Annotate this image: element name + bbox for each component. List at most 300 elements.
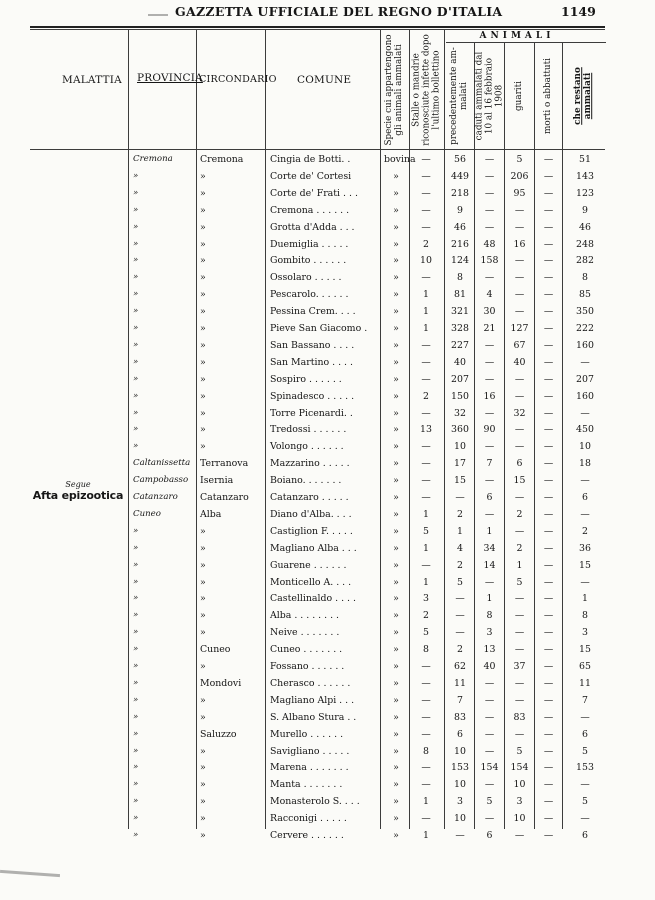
table-row	[0, 202, 655, 219]
cell-morti: —	[543, 238, 554, 250]
cell-specie: »	[393, 255, 399, 267]
cell-circondario: »	[200, 289, 206, 301]
cell-caduti: 8	[486, 610, 493, 622]
cell-specie: »	[393, 677, 399, 689]
cell-provincia: »	[133, 204, 139, 215]
cell-caduti: 21	[483, 323, 496, 334]
cell-circondario: Catanzaro	[200, 492, 249, 503]
cell-restano: 123	[576, 187, 594, 199]
cell-stalle: —	[421, 492, 431, 503]
cell-stalle: —	[421, 407, 431, 419]
cell-caduti: 16	[483, 390, 496, 402]
cell-stalle: —	[421, 661, 431, 672]
cell-circondario: »	[200, 221, 206, 233]
cell-specie: »	[393, 610, 399, 622]
cell-comune: Cervere . . . . . .	[270, 830, 344, 841]
cell-restano: 15	[579, 644, 591, 656]
cell-guariti: 127	[510, 323, 529, 334]
cell-comune: Grotta d'Adda . . .	[270, 221, 355, 233]
cell-comune: Fossano . . . . . .	[270, 661, 345, 672]
cell-stalle: 10	[420, 255, 432, 267]
cell-provincia: »	[133, 339, 139, 350]
cell-precedentemente: 153	[451, 762, 469, 774]
cell-caduti: 1	[486, 525, 493, 537]
cell-provincia: »	[133, 424, 139, 435]
table-row	[0, 185, 655, 202]
cell-restano: 3	[582, 627, 588, 639]
cell-morti: —	[543, 677, 554, 689]
cell-restano: 248	[576, 238, 594, 250]
cell-restano: —	[580, 356, 590, 368]
cell-precedentemente: 56	[454, 154, 466, 165]
cell-restano: 6	[582, 492, 588, 503]
cell-precedentemente: —	[455, 593, 465, 605]
cell-comune: Magliano Alpi . . .	[270, 694, 355, 706]
cell-guariti: —	[514, 272, 525, 284]
cell-circondario: »	[200, 424, 206, 436]
cell-morti: —	[543, 204, 554, 216]
cell-precedentemente: 2	[457, 644, 463, 656]
cell-precedentemente: 218	[451, 187, 469, 199]
cell-caduti: 48	[483, 238, 496, 250]
cell-guariti: —	[514, 492, 525, 503]
cell-morti: —	[543, 170, 554, 182]
cell-stalle: 3	[423, 593, 429, 605]
cell-circondario: »	[200, 170, 206, 182]
cell-circondario: »	[200, 204, 206, 216]
column-header-guariti: guariti	[513, 81, 524, 111]
cell-specie: »	[393, 323, 399, 334]
scan-smudge	[148, 14, 168, 16]
cell-caduti: —	[484, 508, 495, 520]
cell-precedentemente: 207	[451, 373, 469, 385]
cell-morti: —	[543, 796, 554, 808]
cell-specie: »	[393, 373, 399, 385]
cell-caduti: —	[484, 373, 495, 385]
cell-caduti: —	[484, 187, 495, 199]
table-row	[0, 641, 655, 658]
table-row	[0, 168, 655, 185]
cell-provincia: »	[133, 576, 139, 587]
cell-comune: Manta . . . . . . .	[270, 779, 343, 791]
cell-specie: »	[393, 779, 399, 791]
cell-circondario: »	[200, 796, 206, 808]
table-row	[0, 590, 655, 607]
table-row	[0, 252, 655, 269]
table-row	[0, 337, 655, 354]
cell-restano: 160	[576, 390, 594, 402]
table-row	[0, 219, 655, 236]
cell-provincia: »	[133, 373, 139, 384]
cell-specie: bovina	[384, 154, 416, 165]
cell-circondario: »	[200, 542, 206, 554]
cell-specie: »	[393, 644, 399, 656]
cell-comune: Volongo . . . . . .	[270, 441, 344, 453]
cell-morti: —	[543, 323, 554, 334]
cell-circondario: »	[200, 661, 206, 672]
cell-precedentemente: 227	[451, 339, 469, 351]
cell-circondario: »	[200, 187, 206, 199]
cell-precedentemente: 124	[451, 255, 469, 267]
table-row	[0, 776, 655, 793]
column-header-provincia: PROVINCIA	[137, 72, 203, 84]
cell-morti: —	[543, 830, 554, 841]
cell-guariti: 154	[510, 762, 529, 774]
cell-circondario: Alba	[200, 508, 222, 520]
cell-caduti: —	[484, 694, 495, 706]
cell-restano: 160	[576, 339, 594, 351]
cell-precedentemente: 150	[451, 390, 469, 402]
table-row	[0, 151, 655, 168]
cell-precedentemente: 2	[457, 508, 463, 520]
cell-stalle: —	[421, 356, 431, 368]
cell-morti: —	[543, 255, 554, 267]
table-row	[0, 540, 655, 557]
cell-provincia: »	[133, 170, 139, 181]
cell-restano: 15	[579, 559, 591, 571]
cell-comune: Cuneo . . . . . . .	[270, 644, 343, 656]
cell-guariti: —	[514, 373, 525, 385]
cell-morti: —	[543, 356, 554, 368]
table-row	[0, 421, 655, 438]
cell-specie: »	[393, 830, 399, 841]
cell-caduti: —	[484, 779, 495, 791]
table-top-rule	[30, 26, 605, 28]
cell-morti: —	[543, 593, 554, 605]
cell-guariti: —	[514, 610, 525, 622]
cell-morti: —	[543, 762, 554, 774]
cell-circondario: »	[200, 711, 206, 723]
table-row	[0, 455, 655, 472]
cell-guariti: —	[514, 390, 525, 402]
table-row	[0, 793, 655, 810]
cell-comune: San Martino . . . .	[270, 356, 353, 368]
scan-smudge	[0, 870, 60, 877]
cell-provincia: »	[133, 559, 139, 570]
cell-guariti: 67	[513, 339, 526, 351]
cell-restano: —	[580, 475, 590, 487]
cell-guariti: —	[514, 289, 525, 301]
cell-precedentemente: 15	[454, 475, 466, 487]
cell-precedentemente: 7	[457, 694, 463, 706]
cell-caduti: 1	[486, 593, 493, 605]
cell-stalle: —	[421, 339, 431, 351]
cell-comune: Racconigi . . . . .	[270, 813, 347, 825]
cell-morti: —	[543, 627, 554, 639]
cell-provincia: »	[133, 593, 139, 604]
cell-restano: 153	[576, 762, 594, 774]
cell-comune: Castiglion F. . . . .	[270, 525, 353, 537]
cell-guariti: 5	[516, 576, 523, 588]
cell-comune: Pessina Crem. . . .	[270, 306, 356, 318]
cell-comune: S. Albano Stura . .	[270, 711, 357, 723]
cell-restano: 8	[582, 610, 588, 622]
cell-circondario: Cuneo	[200, 644, 231, 656]
cell-circondario: Mondovi	[200, 677, 242, 689]
cell-stalle: —	[421, 441, 431, 453]
cell-comune: Diano d'Alba. . . .	[270, 508, 352, 520]
cell-stalle: 1	[423, 542, 429, 554]
cell-comune: Monticello A. . . .	[270, 576, 352, 588]
cell-stalle: 1	[423, 576, 429, 588]
cell-specie: »	[393, 593, 399, 605]
cell-stalle: 1	[423, 796, 429, 808]
cell-morti: —	[543, 272, 554, 284]
cell-circondario: »	[200, 323, 206, 334]
cell-stalle: —	[421, 677, 431, 689]
table-row	[0, 354, 655, 371]
cell-morti: —	[543, 441, 554, 453]
cell-restano: 5	[582, 745, 588, 757]
cell-guariti: —	[514, 677, 525, 689]
cell-comune: Corte de' Frati . . .	[270, 187, 358, 199]
cell-restano: 1	[582, 593, 588, 605]
cell-caduti: 34	[483, 542, 496, 554]
cell-comune: Gombito . . . . . .	[270, 255, 347, 267]
cell-restano: —	[580, 576, 590, 588]
cell-stalle: 13	[420, 424, 432, 436]
cell-caduti: 5	[486, 796, 493, 808]
cell-guariti: 5	[516, 745, 523, 757]
cell-comune: Tredossi . . . . . .	[270, 424, 347, 436]
cell-precedentemente: —	[455, 492, 465, 503]
cell-provincia: »	[133, 255, 139, 266]
table-row	[0, 269, 655, 286]
cell-restano: 51	[579, 154, 591, 165]
table-row	[0, 523, 655, 540]
cell-restano: 85	[579, 289, 591, 301]
table-row	[0, 743, 655, 760]
cell-guariti: 40	[513, 356, 526, 368]
cell-precedentemente: 83	[454, 711, 466, 723]
cell-specie: »	[393, 762, 399, 774]
cell-specie: »	[393, 407, 399, 419]
cell-morti: —	[543, 508, 554, 520]
cell-stalle: —	[421, 559, 431, 571]
cell-stalle: 1	[423, 323, 429, 334]
cell-stalle: —	[421, 458, 431, 470]
cell-comune: Sospiro . . . . . .	[270, 373, 342, 385]
cell-circondario: »	[200, 356, 206, 368]
cell-comune: Boiano. . . . . . .	[270, 475, 342, 487]
cell-guariti: —	[514, 525, 525, 537]
cell-restano: 10	[579, 441, 591, 453]
cell-specie: »	[393, 424, 399, 436]
cell-caduti: —	[484, 711, 495, 723]
cell-stalle: 2	[423, 238, 429, 250]
cell-guariti: —	[514, 306, 525, 318]
cell-precedentemente: 32	[454, 407, 466, 419]
cell-morti: —	[543, 187, 554, 199]
cell-specie: »	[393, 475, 399, 487]
cell-stalle: 8	[423, 745, 429, 757]
cell-caduti: —	[484, 356, 495, 368]
cell-stalle: 1	[423, 830, 429, 841]
cell-stalle: —	[421, 762, 431, 774]
cell-provincia: »	[133, 238, 139, 249]
cell-comune: Corte de' Cortesi	[270, 170, 352, 182]
cell-caduti: 154	[480, 762, 499, 774]
table-row	[0, 557, 655, 574]
cell-comune: Cremona . . . . . .	[270, 204, 350, 216]
cell-caduti: 4	[486, 289, 493, 301]
cell-caduti: —	[484, 475, 495, 487]
cell-stalle: —	[421, 204, 431, 216]
cell-specie: »	[393, 728, 399, 740]
cell-guariti: —	[514, 441, 525, 453]
cell-precedentemente: —	[455, 830, 465, 841]
cell-precedentemente: 81	[454, 289, 466, 301]
cell-precedentemente: 216	[451, 238, 469, 250]
cell-circondario: »	[200, 610, 206, 622]
table-row	[0, 810, 655, 827]
cell-circondario: »	[200, 407, 206, 419]
cell-restano: 36	[579, 542, 591, 554]
cell-guariti: —	[514, 627, 525, 639]
cell-circondario: Isernia	[200, 475, 234, 487]
cell-caduti: 40	[483, 661, 496, 672]
cell-circondario: »	[200, 373, 206, 385]
cell-comune: Catanzaro . . . . .	[270, 492, 349, 503]
cell-specie: »	[393, 694, 399, 706]
cell-precedentemente: 46	[454, 221, 466, 233]
cell-morti: —	[543, 745, 554, 757]
cell-stalle: —	[421, 728, 431, 740]
table-row	[0, 675, 655, 692]
cell-stalle: —	[421, 813, 431, 825]
cell-provincia: Cuneo	[133, 508, 161, 519]
column-header-caduti: caduti ammalati dal 10 al 16 febbraio 1908	[473, 51, 504, 141]
cell-comune: Spinadesco . . . . .	[270, 390, 355, 402]
cell-caduti: —	[484, 170, 495, 182]
cell-restano: 11	[579, 677, 591, 689]
cell-stalle: 1	[423, 306, 429, 318]
cell-restano: 222	[576, 323, 594, 334]
cell-stalle: —	[421, 170, 431, 182]
cell-guariti: —	[514, 694, 525, 706]
column-group-animali: ANIMALI	[479, 31, 555, 41]
table-row	[0, 236, 655, 253]
cell-provincia: »	[133, 390, 139, 401]
cell-guariti: —	[514, 728, 525, 740]
cell-comune: Mazzarino . . . . .	[270, 458, 350, 470]
table-row	[0, 658, 655, 675]
cell-provincia: »	[133, 728, 139, 739]
cell-morti: —	[543, 542, 554, 554]
cell-guariti: —	[514, 221, 525, 233]
cell-precedentemente: 6	[457, 728, 463, 740]
cell-comune: Ossolaro . . . . .	[270, 272, 342, 284]
table-row	[0, 574, 655, 591]
column-header-stalle: Stalle o mandrie riconosciute infette dopo l'ultimo bollettino	[411, 33, 441, 146]
cell-specie: »	[393, 745, 399, 757]
cell-specie: »	[393, 170, 399, 182]
cell-comune: Alba . . . . . . . .	[270, 610, 340, 622]
cell-caduti: —	[484, 154, 495, 165]
cell-provincia: Campobasso	[133, 475, 189, 486]
cell-circondario: »	[200, 255, 206, 267]
cell-guariti: 83	[513, 711, 526, 723]
cell-comune: Torre Picenardi. .	[270, 407, 353, 419]
cell-stalle: 1	[423, 508, 429, 520]
cell-guariti: 206	[510, 170, 529, 182]
cell-provincia: »	[133, 407, 139, 418]
cell-specie: »	[393, 559, 399, 571]
cell-guariti: 10	[513, 779, 526, 791]
cell-caduti: —	[484, 576, 495, 588]
cell-caduti: —	[484, 339, 495, 351]
cell-morti: —	[543, 711, 554, 723]
cell-specie: »	[393, 238, 399, 250]
cell-precedentemente: 449	[451, 170, 469, 182]
cell-guariti: —	[514, 593, 525, 605]
cell-guariti: —	[514, 424, 525, 436]
cell-morti: —	[543, 694, 554, 706]
disease-sub-label: Segue	[65, 480, 91, 489]
cell-stalle: —	[421, 711, 431, 723]
cell-guariti: 32	[513, 407, 526, 419]
cell-precedentemente: 17	[454, 458, 466, 470]
cell-stalle: —	[421, 272, 431, 284]
cell-circondario: »	[200, 593, 206, 605]
table-top-rule-inner	[30, 29, 605, 30]
cell-circondario: Terranova	[200, 458, 249, 470]
cell-guariti: 15	[513, 475, 526, 487]
cell-provincia: »	[133, 779, 139, 790]
cell-comune: Magliano Alba . . .	[270, 542, 357, 554]
cell-morti: —	[543, 424, 554, 436]
cell-specie: »	[393, 492, 399, 503]
cell-morti: —	[543, 306, 554, 318]
cell-comune: Marena . . . . . . .	[270, 762, 349, 774]
table-row	[0, 692, 655, 709]
cell-circondario: »	[200, 238, 206, 250]
cell-precedentemente: 9	[457, 204, 463, 216]
cell-comune: Cingia de Botti. .	[270, 154, 351, 165]
cell-morti: —	[543, 390, 554, 402]
cell-restano: —	[580, 813, 590, 825]
table-row	[0, 489, 655, 506]
cell-circondario: »	[200, 830, 206, 841]
cell-comune: Neive . . . . . . .	[270, 627, 340, 639]
cell-specie: »	[393, 289, 399, 301]
cell-caduti: 13	[483, 644, 496, 656]
cell-stalle: 5	[423, 627, 429, 639]
cell-caduti: —	[484, 407, 495, 419]
cell-precedentemente: 10	[454, 779, 466, 791]
cell-stalle: —	[421, 154, 431, 165]
column-header-circondario: CIRCONDARIO	[199, 74, 277, 85]
cell-provincia: »	[133, 542, 139, 553]
cell-morti: —	[543, 458, 554, 470]
cell-morti: —	[543, 475, 554, 487]
cell-morti: —	[543, 221, 554, 233]
cell-restano: 6	[582, 830, 588, 841]
cell-comune: Murello . . . . . .	[270, 728, 344, 740]
cell-caduti: 90	[483, 424, 496, 436]
cell-provincia: Catanzaro	[133, 492, 178, 502]
cell-precedentemente: —	[455, 627, 465, 639]
cell-precedentemente: 10	[454, 441, 466, 453]
cell-restano: 5	[582, 796, 588, 808]
table-row	[0, 506, 655, 523]
cell-caduti: 30	[483, 306, 496, 318]
column-header-morti: morti o abbattuti	[542, 58, 553, 134]
page-title: GAZZETTA UFFICIALE DEL REGNO D'ITALIA	[175, 4, 503, 19]
cell-morti: —	[543, 339, 554, 351]
cell-provincia: »	[133, 441, 139, 452]
cell-comune: Guarene . . . . . .	[270, 559, 347, 571]
